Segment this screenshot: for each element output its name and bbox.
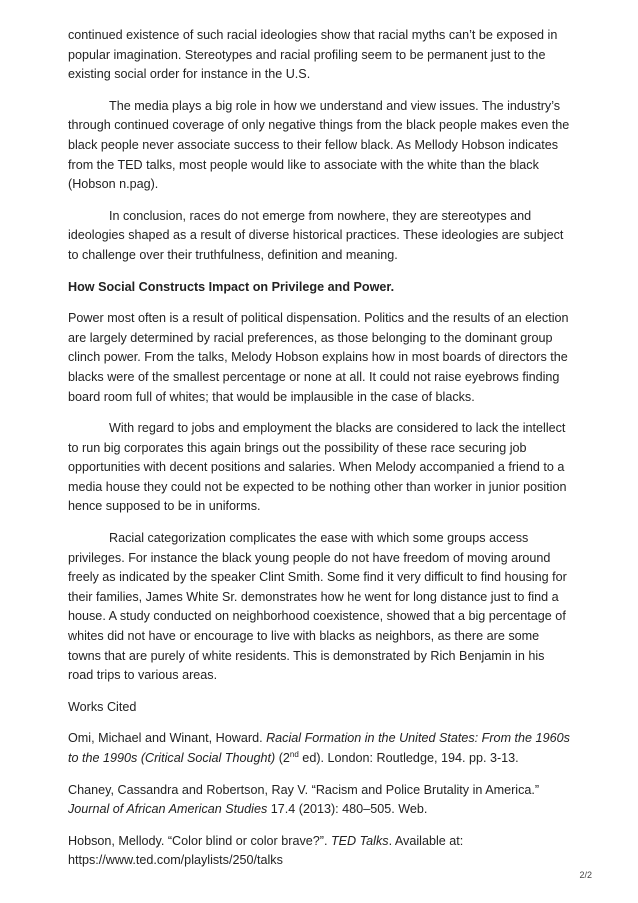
page-number: 2/2 — [579, 870, 592, 880]
reference-edition: (2 — [275, 751, 290, 765]
reference-superscript: nd — [289, 749, 299, 759]
paragraph-media: The media plays a big role in how we understand and view issues. The industry’s through continued coverage of only negative things from the black people makes even the black people never associate success to their fellow black. As Mellody Hobson indicates from the TED talks, most people would like to associate with the white than the black (Hobson n.pag). — [68, 98, 570, 192]
works-cited-title: Works Cited — [68, 699, 137, 714]
reference-details: 17.4 (2013): 480–505. Web. — [267, 802, 428, 817]
section-heading: How Social Constructs Impact on Privilege and Power. — [68, 279, 395, 294]
reference-url: . Available at: https://www.ted.com/playlists/250/talks — [68, 833, 464, 868]
reference-publisher: ed). London: Routledge, 194. pp. 3-13. — [298, 751, 519, 765]
reference-hobson — [68, 832, 573, 871]
paragraph-categorization: Racial categorization complicates the ease with which some groups access privileges. For instance the black young people do not have freedom of moving around freely as indicated by the speaker Clint Smith. Some find it very difficult to find housing for their families, James White Sr. demonstrates how he went for long distance just to find a house. A study conducted on neighborhood coexistence, showed that a big percentage of whites did not have or encourage to live with blacks as neighbors, as there are some towns that are purely of white residents. This is demonstrated by Rich Benjamin in his road trips to various areas. — [68, 531, 567, 683]
reference-chaney — [68, 781, 573, 820]
reference-title: Racial Formation in the United States: From the 1960s to the 1990s (Critical Social Thought) — [68, 731, 570, 765]
reference-source: TED Talks — [330, 833, 389, 848]
paragraph-conclusion: In conclusion, races do not emerge from nowhere, they are stereotypes and ideologies shaped as a result of diverse historical practices. These ideologies are subject to challenge over their truthfulness, definition and meaning. — [68, 208, 564, 262]
reference-author: Chaney, Cassandra and Robertson, Ray V. “Racism and Police Brutality in America.” — [68, 782, 540, 797]
reference-journal: Journal of African American Studies — [68, 802, 268, 817]
paragraph-jobs: With regard to jobs and employment the blacks are considered to lack the intellect to run big corporates this again brings out the possibility of these race securing job opportunities with decent positions and salaries. When Melody accompanied a friend to a media house they could not be expected to be nothing other than worker in junior position hence supposed to be in uniforms. — [68, 421, 567, 514]
paragraph-continued: continued existence of such racial ideologies show that racial myths can’t be exposed in popular imagination. Stereotypes and racial profiling seem to be permanent just to the existing social order for instance in the U.S. — [68, 28, 558, 82]
document-body — [68, 26, 573, 883]
paragraph-power: Power most often is a result of political dispensation. Politics and the results of an election are largely determined by racial preferences, as those belonging to the dominant group clinch power. From the talks, Melody Hobson explains how in most boards of directors the blacks were of the smallest percentage or none at all. It could not raise eyebrows finding board room full of whites; that would be implausible in the case of blacks. — [68, 311, 569, 404]
reference-author: Hobson, Mellody. “Color blind or color brave?”. — [68, 833, 331, 848]
reference-omi — [68, 729, 573, 768]
reference-author: Omi, Michael and Winant, Howard. — [68, 731, 267, 746]
